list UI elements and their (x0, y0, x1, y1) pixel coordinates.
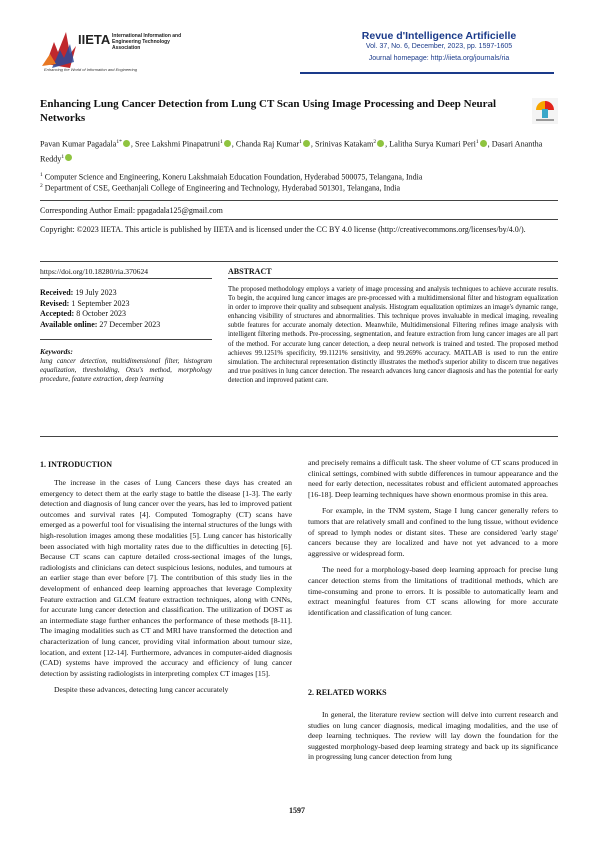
author-name: Chanda Raj Kumar (235, 139, 300, 149)
author-sup: 1 (220, 139, 223, 145)
journal-homepage-link[interactable]: Journal homepage: http://iieta.org/journals/ria (368, 55, 510, 62)
journal-title: Revue d'Intelligence Artificielle (361, 30, 517, 42)
logo-tagline: Enhancing the World of Information and Engineering (44, 67, 137, 72)
paragraph: The increase in the cases of Lung Cancers these days has created an emergency to detect them at the early stage to battle the disease [1-3]. The early detection and diagnosis of lung cancer over the years, has led to improved patient outcomes and survival rates [4]. Computed Tomography (CT) scans have emerged as a powerful tool for visualising the internal structures of the lungs with high-resolution images among these modalities [5]. Lung cancer has historically been associated with high mortality rates due to the difficulties in detecting [6]. Because CT scans can capture detailed cross-sectional images of the lungs, radiologists and clinicians can detect suspicious lesions, nodules, and tumours at an earlier stage than ever before [7]. The contribution of this study lies in the development of enhanced deep learning approaches that leverage Complexity Feature extraction and GLCM feature extraction techniques, along with CNNs, for accurate lung cancer detection and classification. The utilization of DOST as an intermediate stage further enhances the performance of these methods [8-11]. The imaging modalities such as CT and MRI have transformed the detection and characterization of lung cancer, providing vital information about tumour size, location, and extent [12-14]. Furthermore, advances in computer-aided diagnosis (CAD) systems have improved the accuracy and efficiency of lung cancer detection by assisting radiologists in interpreting complex CT images [15]. (40, 478, 292, 678)
affiliation-text: Department of CSE, Geethanjali College of Engineering and Technology, Hyderabad 501301, Telangana, India (44, 183, 401, 193)
author-sup: 2 (373, 139, 377, 145)
divider (228, 278, 558, 279)
logo-brand: IIETA (78, 32, 111, 47)
online-date: 27 December 2023 (99, 319, 161, 329)
author-sup: 1 (61, 153, 65, 160)
online-label: Available online: (40, 319, 98, 329)
accepted-label: Accepted: (40, 309, 75, 319)
corresponding-author: Corresponding Author Email: ppagadala125@gmail.com (40, 206, 223, 215)
author-sup: 1 (299, 139, 302, 145)
header-rule (300, 72, 554, 74)
divider (40, 200, 558, 201)
divider (40, 261, 558, 262)
article-dates (40, 288, 160, 330)
doi-link[interactable]: https://doi.org/10.18280/ria.370624 (40, 267, 149, 276)
keywords-text: lung cancer detection, multidimensional filter, histogram equalization, thresholding, Otsu's method, morphology procedure, feature extraction, deep learning (40, 357, 212, 383)
affiliation-sup: 2 (40, 183, 43, 189)
left-column (40, 478, 292, 696)
received-date: 19 July 2023 (75, 288, 117, 297)
journal-header (324, 30, 554, 62)
author-name: Sree Lakshmi Pinapatruni (134, 139, 221, 149)
affiliation-2 (40, 181, 560, 194)
keywords-heading: Keywords: (40, 347, 73, 356)
author-list: Pavan Kumar Pagadala$^{1*}$ , Sree Lakshmi Pinapatruni$^1$ , Chanda Raj Kumar$^1$ , Srinivas Katakam$^2$ , Lalitha Surya Kumari Peri$^1$ , Dasari Anantha Reddy$^1$ (40, 139, 543, 164)
paragraph: In general, the literature review section will delve into current research and studies on lung cancer diagnosis, medical imaging modalities, and the use of deep learning techniques. The review will lay down the foundation for the suggested morphology-based deep learning strategy and back up its significance in progressing lung cancer detection from lung (308, 710, 558, 762)
author-sup: 1 (475, 139, 479, 145)
section-heading-related-works: 2. RELATED WORKS (308, 688, 387, 697)
page-number: 1597 (289, 806, 305, 815)
section-heading-introduction: 1. INTRODUCTION (40, 460, 113, 469)
journal-volume: Vol. 37, No. 6, December, 2023, pp. 1597-1605 (365, 43, 513, 50)
paragraph: For example, in the TNM system, Stage I lung cancer generally refers to tumors that are relatively small and confined to the lung tissue, without evidence of spread to lymph nodes or distant sites. These are considered 'early stage' cancers because they are localized and have not yet advanced to a more aggressive or widespread form. (308, 506, 558, 558)
affiliation-text: Computer Science and Engineering, Koneru Lakshmaiah Education Foundation, Hyderabad 500075, Telangana, India (44, 172, 423, 182)
revised-label: Revised: (40, 298, 70, 308)
orcid-icon[interactable] (377, 140, 384, 147)
author-sup: 1* (116, 139, 122, 145)
affiliation-sup: 1 (40, 172, 43, 178)
paragraph: The need for a morphology-based deep learning approach for precise lung cancer detection stems from the limitations of traditional methods, which are time-consuming and prone to errors. It is possible to automatically learn and extract meaningful features from CT scans allowing for more accurate identification and classification of lung cancer. (308, 565, 558, 617)
author-name: Srinivas Katakam (314, 139, 374, 149)
orcid-icon[interactable] (123, 140, 130, 147)
abstract-text: The proposed methodology employs a variety of image processing and analysis techniques to achieve accurate results. To begin, the acquired lung cancer images are pre-processed with a multidimensional filter and histogram equalization in order to improve their quality and subsequent analysis. Histogram equalization optimizes an image's dynamic range, enhancing visibility of structures and abnormalities. This technique proves invaluable in medical imaging, revealing subtle features for accurate anomaly detection. Meanwhile, Multidimensional Filtering refines image analysis with intelligent filtering methods. Pre-processing, segmentation, and feature extraction from lung cancer images are all part of the method. For accurate lung cancer detection, a deep neural network is trained and tested. The proposed method achieves 99.1251% specificity, 99.1121% sensitivity, and 99.269% accuracy. MATLAB is used to run the entire simulation. The architectural representation distinctly illustrates the method's superior ability to discern true negatives and true positives in lung cancer detection. The research advances lung cancer diagnosis and has the potential for early detection and improved patient care. (228, 286, 558, 384)
orcid-icon[interactable] (65, 154, 72, 161)
paper-title: Enhancing Lung Cancer Detection from Lung CT Scan Using Image Processing and Deep Neural Networks (40, 98, 497, 124)
orcid-icon[interactable] (303, 140, 310, 147)
divider (40, 436, 558, 437)
divider (40, 278, 212, 279)
abstract-heading: ABSTRACT (228, 267, 272, 276)
author-name: Pavan Kumar Pagadala (40, 139, 117, 149)
accepted-date: 8 October 2023 (76, 309, 126, 319)
divider (40, 339, 212, 340)
orcid-icon[interactable] (224, 140, 231, 147)
right-column-2 (308, 710, 558, 769)
received-label: Received: (40, 288, 74, 297)
divider (40, 219, 558, 220)
logo-org-name: International Information and Engineering Technology Association (112, 33, 182, 51)
author-name: Dasari Anantha Reddy (40, 139, 543, 164)
copyright-notice: Copyright: ©2023 IIETA. This article is published by IIETA and is licensed under the CC BY 4.0 license (http://creativecommons.org/licenses/by/4.0/). (40, 225, 526, 234)
crossmark-icon[interactable] (532, 98, 558, 124)
orcid-icon[interactable] (480, 140, 487, 147)
author-name: Lalitha Surya Kumari Peri (389, 139, 476, 149)
revised-date: 1 September 2023 (71, 298, 130, 308)
paragraph: Despite these advances, detecting lung cancer accurately (54, 685, 229, 695)
right-column (308, 458, 558, 624)
paragraph: and precisely remains a difficult task. The sheer volume of CT scans produced in clinical settings, combined with subtle differences in tumour appearance and the need for early detection, necessitates robust and efficient automated approaches [16-18]. Deep learning techniques have shown enormous promise in this area. (308, 458, 558, 499)
